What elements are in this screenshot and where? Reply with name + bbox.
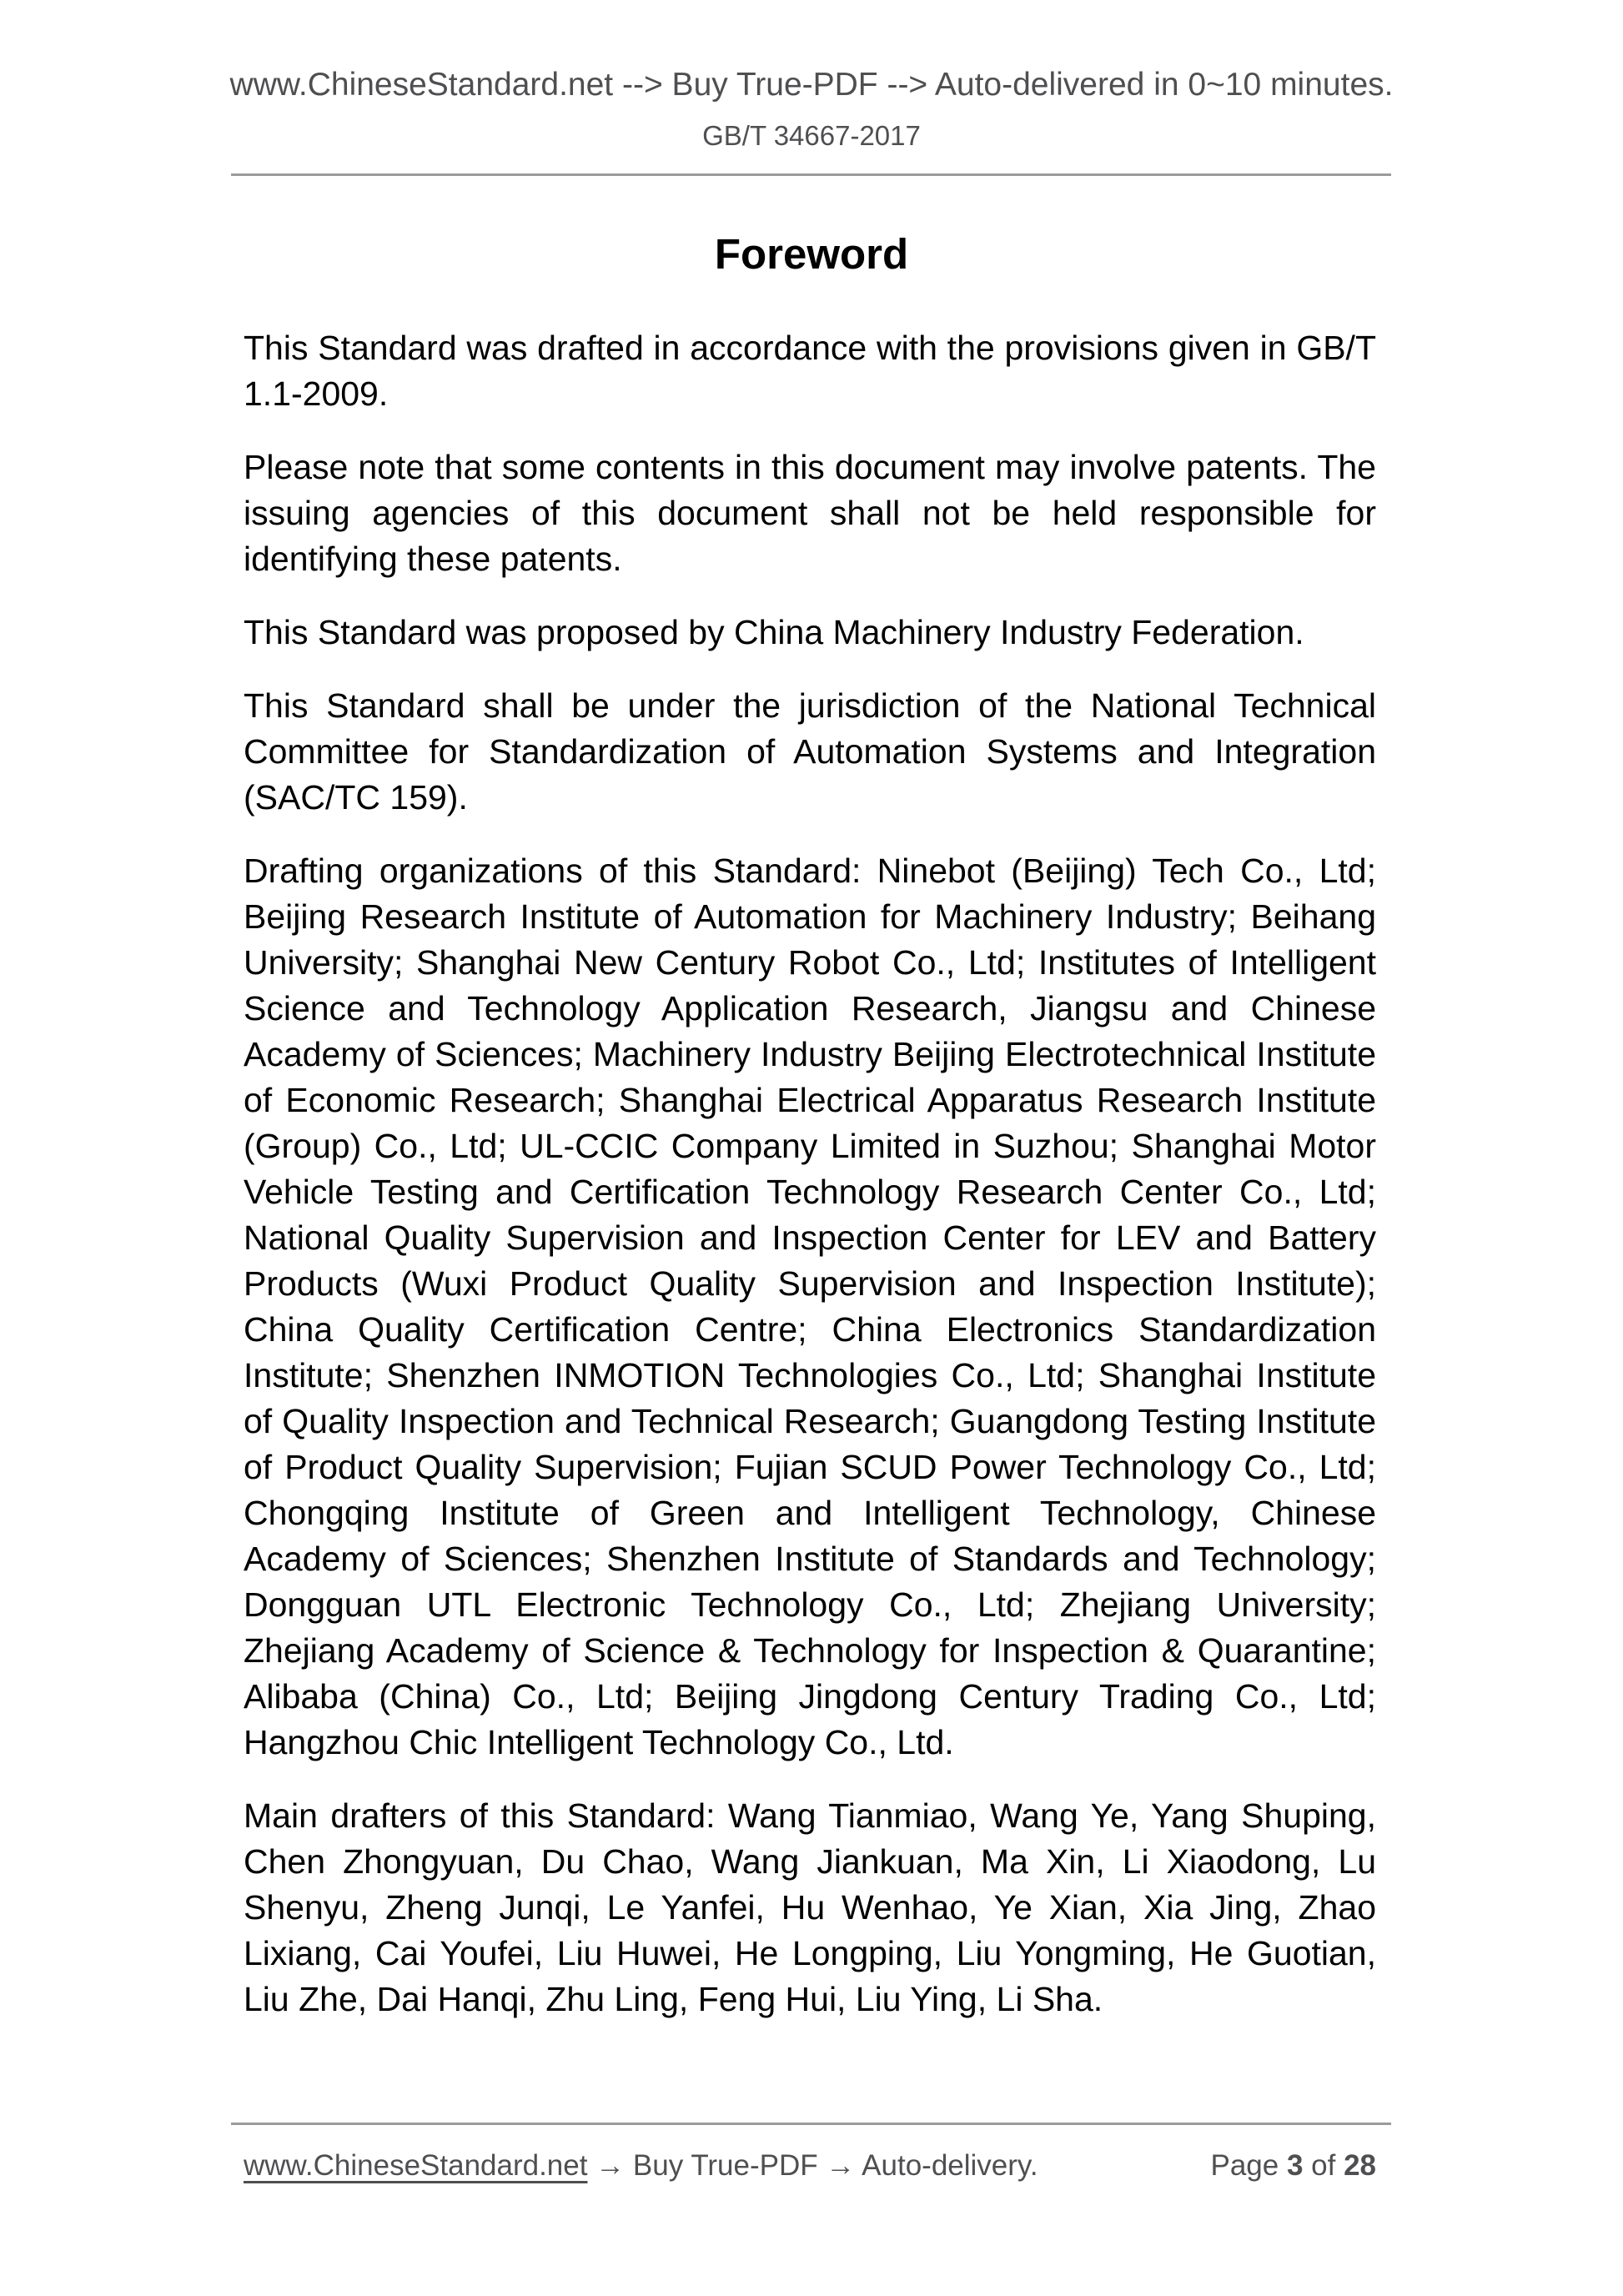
paragraph-proposed-by: This Standard was proposed by China Machinery Industry Federation. [244, 613, 1304, 651]
footer [244, 2151, 1376, 2180]
header-divider [231, 173, 1391, 176]
standard-number: GB/T 34667-2017 [702, 120, 921, 151]
page-indicator-of: of [1303, 2149, 1344, 2182]
header-promo-text: www.ChineseStandard.net --> Buy True-PDF --> Auto-delivered in 0~10 minutes. [229, 67, 1394, 103]
footer-tagline-rest: → Buy True-PDF → Auto-delivery. [587, 2149, 1038, 2182]
paragraph-jurisdiction: This Standard shall be under the jurisdiction of the National Technical Committee for Standardization of Automation Systems and Integration (SAC/TC 159). [244, 686, 1376, 816]
paragraph-patents-note: Please note that some contents in this document may involve patents. The issuing agencies of this document shall not be held responsible for identifying these patents. [244, 448, 1376, 578]
footer-tagline [244, 2151, 1038, 2180]
paragraph-drafted-accordance: This Standard was drafted in accordance with the provisions given in GB/T 1.1-2009. [244, 329, 1376, 413]
page-indicator-total: 28 [1344, 2149, 1376, 2182]
page-indicator-label: Page [1210, 2149, 1287, 2182]
page-title: Foreword [714, 230, 909, 278]
footer-site-link[interactable]: www.ChineseStandard.net [244, 2149, 588, 2182]
footer-divider [231, 2123, 1391, 2125]
paragraph-drafting-organizations: Drafting organizations of this Standard: Ninebot (Beijing) Tech Co., Ltd; Beijing Research Institute of Automation for Machinery Industry; Beihang University; Shanghai New Century Robot Co., Ltd; Institutes of Intelligent Science and Technology Application Research, Jiangsu and Chinese Academy of Sciences; Machinery Industry Beijing Electrotechnical Institute of Economic Research; Shanghai Electrical Apparatus Research Institute (Group) Co., Ltd; UL-CCIC Company Limited in Suzhou; Shanghai Motor Vehicle Testing and Certification Technology Research Center Co., Ltd; National Quality Supervision and Inspection Center for LEV and Battery Products (Wuxi Product Quality Supervision and Inspection Institute); China Quality Certification Centre; China Electronics Standardization Institute; Shenzhen INMOTION Technologies Co., Ltd; Shanghai Institute of Quality Inspection and Technical Research; Guangdong Testing Institute of Product Quality Supervision; Fujian SCUD Power Technology Co., Ltd; Chongqing Institute of Green and Intelligent Technology, Chinese Academy of Sciences; Shenzhen Institute of Standards and Technology; Dongguan UTL Electronic Technology Co., Ltd; Zhejiang University; Zhejiang Academy of Science & Technology for Inspection & Quarantine; Alibaba (China) Co., Ltd; Beijing Jingdong Century Trading Co., Ltd; Hangzhou Chic Intelligent Technology Co., Ltd. [244, 852, 1376, 1761]
page-indicator [1210, 2151, 1376, 2180]
page-indicator-current: 3 [1286, 2149, 1304, 2182]
document-body [244, 325, 1376, 2050]
paragraph-main-drafters: Main drafters of this Standard: Wang Tianmiao, Wang Ye, Yang Shuping, Chen Zhongyuan, Du Chao, Wang Jiankuan, Ma Xin, Li Xiaodong, Lu Shenyu, Zheng Junqi, Le Yanfei, Hu Wenhao, Ye Xian, Xia Jing, Zhao Lixiang, Cai Youfei, Liu Huwei, He Longping, Liu Yongming, He Guotian, Liu Zhe, Dai Hanqi, Zhu Ling, Feng Hui, Liu Ying, Li Sha. [244, 1796, 1376, 2018]
